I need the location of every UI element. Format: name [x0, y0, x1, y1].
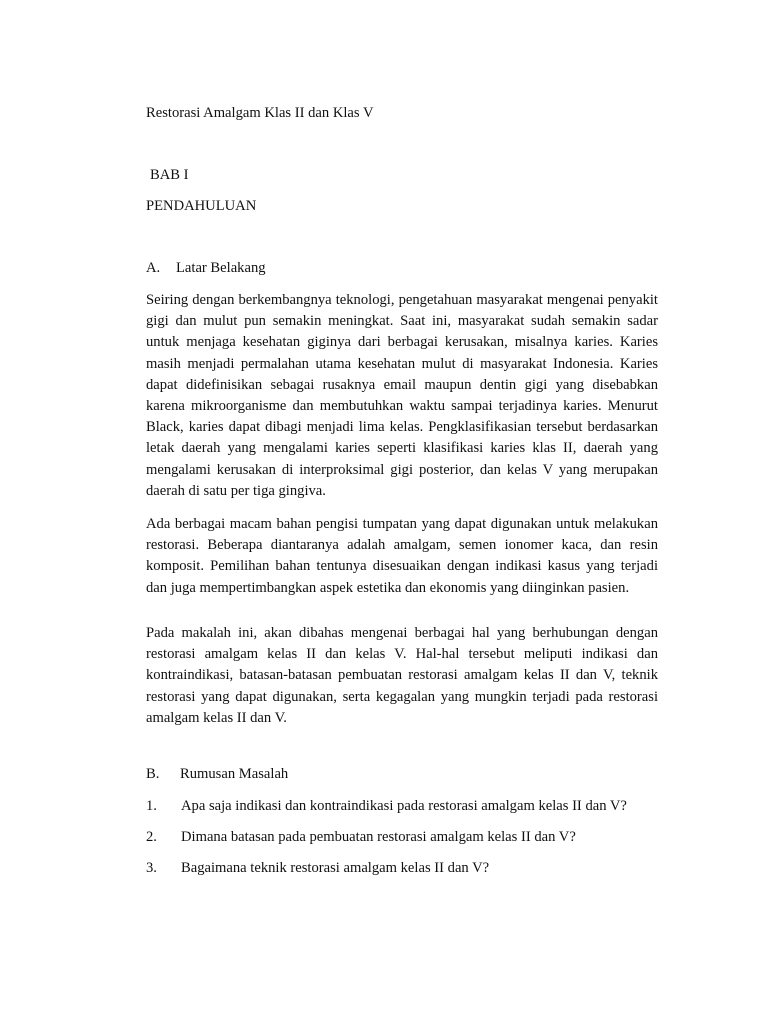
- chapter-number: BAB I: [150, 167, 189, 183]
- list-item-number: 1.: [146, 798, 157, 814]
- section-a-title: Latar Belakang: [176, 260, 266, 276]
- chapter-title: PENDAHULUAN: [146, 198, 257, 214]
- list-item-text: Dimana batasan pada pembuatan restorasi amalgam kelas II dan V?: [181, 829, 576, 845]
- document-title: Restorasi Amalgam Klas II dan Klas V: [146, 105, 374, 121]
- section-b-title: Rumusan Masalah: [180, 766, 289, 782]
- section-b-letter: B.: [146, 766, 160, 782]
- paragraph-latar-belakang-3: Pada makalah ini, akan dibahas mengenai berbagai hal yang berhubungan dengan restorasi amalgam kelas II dan kelas V. Hal-hal tersebut meliputi indikasi dan kontraindikasi, batasan-batasan pembuatan restorasi amalgam kelas II dan V, teknik restorasi yang dapat digunakan, serta kegagalan yang mungkin terjadi pada restorasi amalgam kelas II dan V.: [146, 625, 658, 726]
- section-a-heading: [146, 259, 266, 277]
- list-item-text: Apa saja indikasi dan kontraindikasi pada restorasi amalgam kelas II dan V?: [181, 798, 627, 814]
- paragraph-latar-belakang-1: Seiring dengan berkembangnya teknologi, pengetahuan masyarakat mengenai penyakit gigi dan mulut pun semakin meningkat. Saat ini, masyarakat sudah semakin sadar untuk menjaga kesehatan giginya dari berbagai kerusakan, misalnya karies. Karies masih menjadi permalahan utama kesehatan mulut di masyarakat Indonesia. Karies dapat didefinisikan sebagai rusaknya email maupun dentin gigi yang disebabkan karena mikroorganisme dan membutuhkan waktu sampai terjadinya karies. Menurut Black, karies dapat dibagi menjadi lima kelas. Pengklasifikasian tersebut berdasarkan letak daerah yang mengalami karies seperti klasifikasi karies klas II, daerah yang mengalami kerusakan di interproksimal gigi posterior, dan kelas V yang merupakan daerah di satu per tiga gingiva.: [146, 292, 658, 499]
- list-item-number: 2.: [146, 829, 157, 845]
- section-a-letter: A.: [146, 260, 161, 276]
- list-item-text: Bagaimana teknik restorasi amalgam kelas II dan V?: [181, 860, 490, 876]
- list-item-number: 3.: [146, 860, 157, 876]
- section-b-heading: [146, 765, 288, 783]
- paragraph-latar-belakang-2: Ada berbagai macam bahan pengisi tumpatan yang dapat digunakan untuk melakukan restorasi. Beberapa diantaranya adalah amalgam, semen ionomer kaca, dan resin komposit. Pemilihan bahan tentunya disesuaikan dengan indikasi kasus yang terjadi dan juga mempertimbangkan aspek estetika dan ekonomis yang diinginkan pasien.: [146, 516, 658, 596]
